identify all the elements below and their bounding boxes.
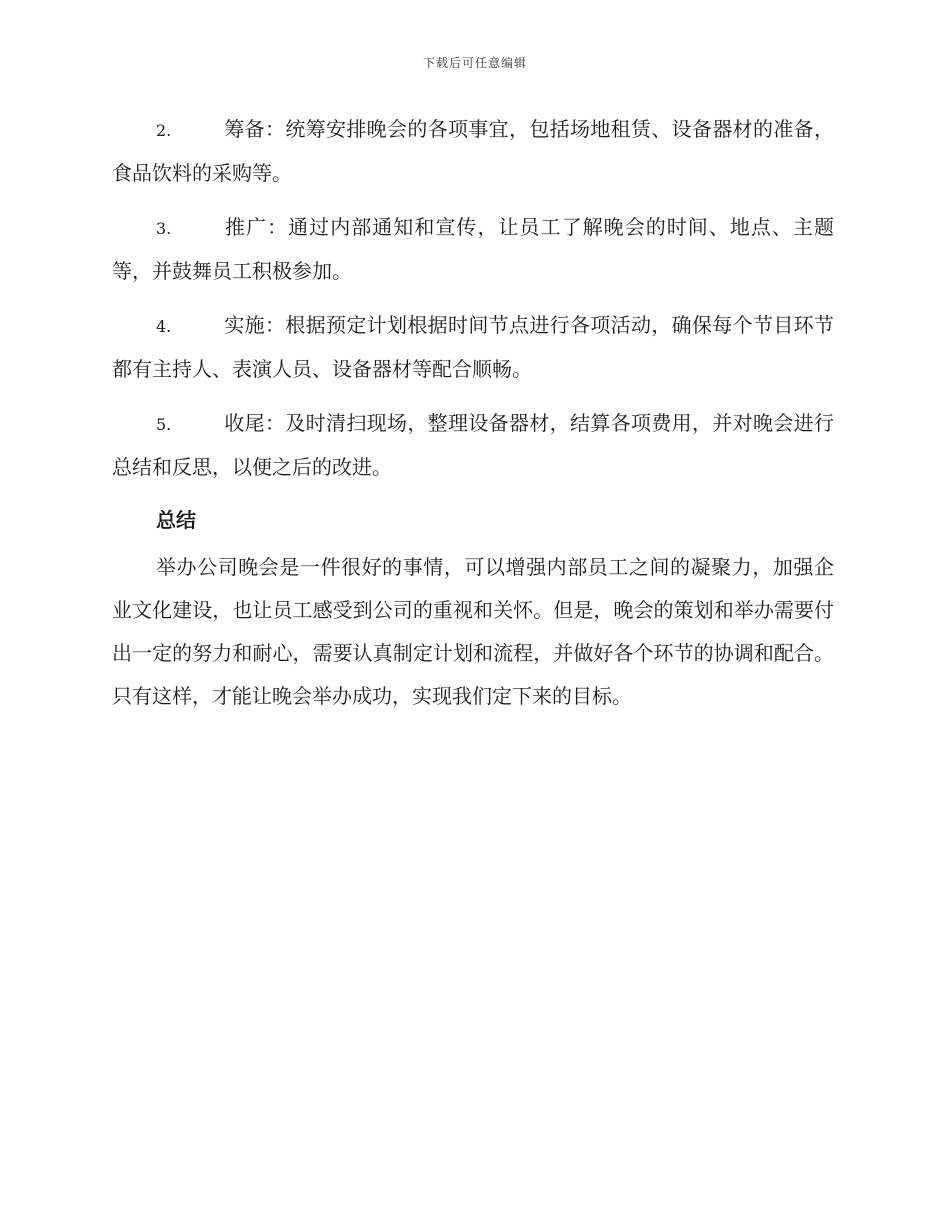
document-body xyxy=(112,108,834,718)
list-item xyxy=(112,304,834,391)
list-item-number: 3. xyxy=(156,219,172,238)
list-item-text: 实施：根据预定计划根据时间节点进行各项活动，确保每个节目环节都有主持人、表演人员、设备器材等配合顺畅。 xyxy=(112,313,834,381)
list-item-text: 收尾：及时清扫现场，整理设备器材，结算各项费用，并对晚会进行总结和反思，以便之后的改进。 xyxy=(112,411,834,479)
list-item xyxy=(112,402,834,489)
summary-paragraph: 举办公司晚会是一件很好的事情，可以增强内部员工之间的凝聚力，加强企业文化建设，也让员工感受到公司的重视和关怀。但是，晚会的策划和举办需要付出一定的努力和耐心，需要认真制定计划和流程，并做好各个环节的协调和配合。只有这样，才能让晚会举办成功，实现我们定下来的目标。 xyxy=(112,555,834,708)
list-item xyxy=(112,108,834,195)
list-item xyxy=(112,206,834,293)
list-item-number: 4. xyxy=(156,317,172,336)
summary-heading: 总结 xyxy=(156,508,196,532)
list-item-text: 筹备：统筹安排晚会的各项事宜，包括场地租赁、设备器材的准备，食品饮料的采购等。 xyxy=(112,117,834,185)
list-item-number: 5. xyxy=(156,415,172,434)
list-item-text: 推广：通过内部通知和宣传，让员工了解晚会的时间、地点、主题等，并鼓舞员工积极参加。 xyxy=(112,215,834,283)
list-item-number: 2. xyxy=(156,121,172,140)
header-note: 下载后可任意编辑 xyxy=(422,56,527,70)
